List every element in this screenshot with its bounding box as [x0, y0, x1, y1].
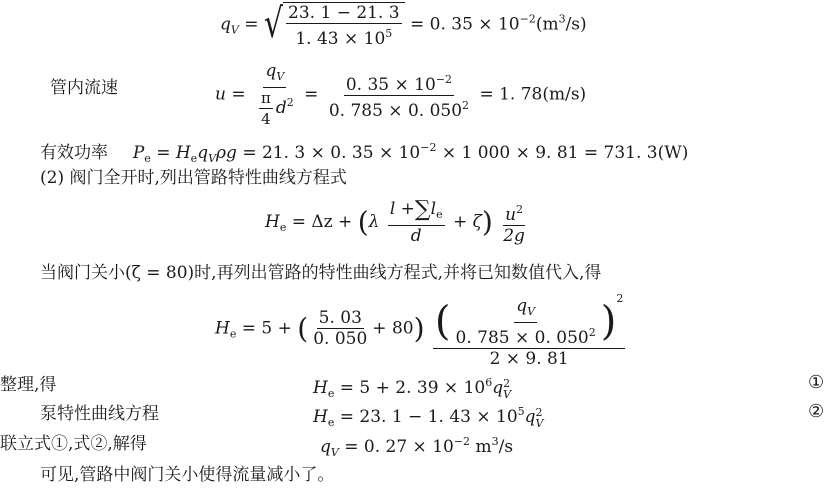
result: = 0. 27 × 10	[344, 437, 454, 457]
num-text: 0. 35 × 10	[345, 74, 436, 95]
denominator-2	[327, 96, 471, 120]
H-sub: e	[327, 387, 335, 400]
text: 当阀门关小(ζ = 80)时,再列出管路的特性曲线方程式,并将已知数值代入,得	[40, 263, 602, 283]
result-sup: −2	[453, 435, 471, 448]
den-sup: 2	[588, 325, 596, 339]
q-symbol: q	[265, 61, 277, 81]
four: 4	[261, 110, 271, 128]
label-pump-curve	[40, 404, 159, 424]
denominator	[254, 88, 296, 128]
eq-pipe-result	[313, 373, 511, 404]
result-sup: −2	[420, 141, 437, 154]
left-paren: (	[357, 205, 369, 239]
den-text: 1. 43 × 10	[295, 29, 386, 49]
q-sub: V	[208, 152, 217, 165]
result: = 21. 3 × 0. 35 × 10	[242, 143, 421, 163]
result-end: × 1 000 × 9. 81 = 731. 3(W)	[441, 143, 689, 163]
result: = 1. 78(m/s)	[479, 84, 587, 105]
label-text: 管内流速	[50, 78, 118, 98]
eq-tag-1	[808, 373, 824, 393]
denominator: 0. 050	[313, 329, 368, 350]
q-sub: V	[330, 446, 339, 459]
H-sub: e	[229, 327, 237, 341]
fraction-qv-over-area	[254, 62, 296, 128]
result: = 5 + 2. 39 × 10	[339, 378, 486, 398]
eq-effective-power	[40, 138, 688, 169]
H-symbol: H	[175, 143, 191, 163]
label-text: 泵特性曲线方程	[40, 404, 159, 424]
text: (2) 阀门全开时,列出管路特性曲线方程式	[40, 168, 347, 188]
unit-sup: 3	[491, 435, 499, 448]
unit-end: /s)	[565, 14, 587, 35]
q-sup: 2	[535, 405, 543, 419]
fraction-velocity-head	[433, 290, 625, 368]
equals-dz: = Δz +	[291, 212, 353, 232]
P-sub: e	[144, 152, 151, 165]
denominator-2: 2g	[503, 225, 525, 246]
sqrt-denominator	[293, 24, 394, 48]
equals: =	[231, 84, 246, 105]
numerator	[388, 197, 445, 226]
outer-sup: 2	[616, 292, 624, 305]
eq-velocity	[215, 62, 586, 128]
equals: =	[244, 14, 259, 35]
sqrt-numerator: 23. 1 − 21. 3	[288, 3, 400, 23]
q: q	[524, 407, 536, 427]
label-solve	[0, 434, 147, 454]
label-velocity	[50, 78, 118, 98]
q-sub: V	[527, 304, 536, 318]
result: = 0. 35 × 10	[410, 14, 520, 35]
conclusion	[40, 465, 334, 485]
den-sup: 5	[385, 27, 393, 40]
equals: =	[156, 143, 171, 163]
d-symbol: d	[275, 98, 287, 118]
u-sup: 2	[516, 202, 524, 216]
eq-tag-2	[808, 402, 824, 422]
q-symbol: q	[197, 143, 209, 163]
result: = 23. 1 − 1. 43 × 10	[339, 407, 518, 427]
H-sub: e	[279, 221, 287, 234]
numerator-2	[344, 71, 454, 96]
denominator: d	[410, 226, 422, 246]
big-numerator	[433, 290, 625, 349]
eq-pump	[313, 402, 544, 433]
q: q	[516, 295, 528, 316]
inner-numerator	[514, 297, 537, 323]
q-sub: V	[276, 70, 285, 83]
plus-80: + 80	[372, 318, 414, 339]
le-sub: e	[436, 208, 443, 221]
q: q	[492, 378, 504, 398]
unit-end: /s	[498, 437, 514, 457]
label-text: 联立式①,式②,解得	[0, 434, 147, 454]
d-sup: 2	[286, 96, 294, 109]
equals-2: =	[304, 84, 319, 105]
den-text: 0. 785 × 0. 050	[328, 100, 463, 121]
qv-sub: V	[230, 23, 239, 37]
inner-denominator	[454, 323, 598, 347]
sqrt-fraction	[286, 4, 402, 48]
l-plus: l +	[389, 199, 415, 219]
H-symbol: H	[313, 378, 328, 398]
rho-g: ρg	[216, 143, 237, 163]
eq-substituted	[215, 290, 628, 368]
label-text: 整理,得	[0, 375, 57, 395]
H-symbol: H	[313, 407, 328, 427]
equals-five: = 5 +	[241, 318, 292, 339]
den-sup: 2	[462, 98, 470, 112]
lambda: λ	[368, 212, 380, 232]
u: u	[505, 204, 517, 225]
P-symbol: P	[132, 143, 145, 163]
right-paren: )	[481, 205, 493, 239]
pi-over-4	[259, 89, 273, 128]
numerator-2	[503, 201, 525, 226]
sqrt-body	[283, 2, 405, 48]
H-symbol: H	[265, 212, 280, 232]
fraction-numeric	[327, 71, 471, 120]
q-sub: V	[503, 387, 512, 401]
fraction-l-over-d	[388, 197, 445, 246]
unit-sup: 3	[558, 12, 566, 26]
unit: m	[475, 437, 492, 457]
big-left-paren: (	[434, 298, 451, 345]
qv-symbol: q	[220, 14, 231, 35]
numerator	[263, 62, 286, 88]
num-sup: −2	[435, 72, 453, 86]
eq-flow-rate	[220, 2, 587, 48]
result-sup: 6	[485, 376, 493, 389]
den-text: 0. 785 × 0. 050	[455, 327, 589, 348]
label-text: 有效功率	[40, 143, 108, 163]
right-paren: )	[413, 311, 425, 345]
u-symbol: u	[215, 84, 226, 105]
inner-fraction	[454, 297, 598, 347]
text-valve-closed	[40, 263, 601, 283]
result-sup: −2	[519, 12, 536, 26]
sum-sign: ∑	[414, 197, 431, 222]
numerator: 5. 03	[318, 308, 362, 329]
result-sup: 5	[517, 405, 525, 418]
big-right-paren: )	[600, 298, 617, 345]
fraction-u2-2g	[501, 201, 527, 245]
unit: (m	[535, 14, 559, 35]
left-paren: (	[297, 311, 309, 345]
le: l	[430, 199, 437, 219]
text: 可见,管路中阀门关小使得流量减小了。	[40, 465, 335, 485]
tag-text: ②	[808, 401, 825, 422]
q: q	[320, 437, 331, 457]
H-sub: e	[327, 416, 335, 429]
tag-text: ①	[808, 372, 825, 393]
pi: π	[261, 89, 271, 107]
sqrt	[264, 2, 405, 48]
fraction-5-03	[311, 309, 369, 348]
heading-valve-open	[40, 168, 347, 188]
radical-sign: √	[263, 0, 284, 48]
q-sup: 2	[503, 376, 511, 390]
big-denominator: 2 × 9. 81	[489, 348, 569, 369]
H-symbol: H	[215, 318, 230, 339]
H-sub: e	[190, 152, 198, 165]
plus-zeta: + ζ	[452, 212, 482, 232]
eq-solution	[320, 432, 513, 463]
eq-pipe-curve	[265, 197, 530, 246]
label-arrange	[0, 375, 56, 395]
q-sub: V	[535, 416, 544, 430]
